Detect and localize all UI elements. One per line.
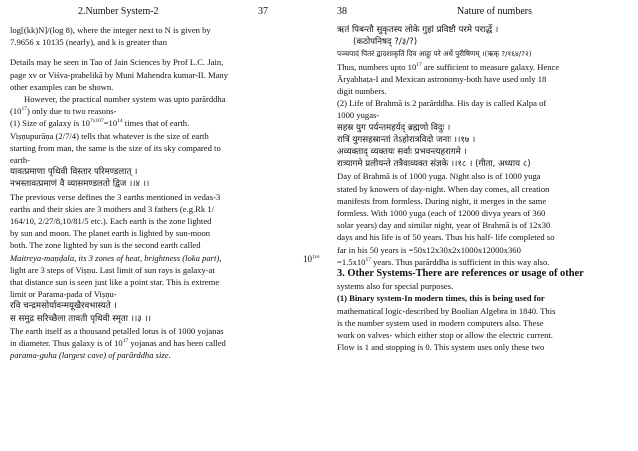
text-line: The previous verse defines the 3 earths mentioned in vedas-3 — [10, 191, 221, 202]
text-line: page xv or Viśva-prahelikā by Muni Mahendra kumar-II. Many — [10, 69, 228, 80]
text-line: in diameter. Thus galaxy is of $10^{17}$ yojanas and has been called — [10, 338, 226, 349]
text-line: by sun and moon. The planet earth is lighted by sun-moon — [10, 228, 211, 239]
text-line: formless. With 1000 yuga (each of 12000 divya years of 360 — [337, 208, 546, 219]
sanskrit-verse-line: रवि चन्द्रमसोर्यावन्मयूखैरवभास्यते । — [10, 301, 117, 312]
text-line: Details may be seen in Tao of Jain Sciences by Prof L.C. Jain, — [10, 57, 224, 68]
text-line: digit numbers. — [337, 86, 387, 97]
text-line: Flow is 1 and stopping is 0. This system uses only these two — [337, 342, 545, 353]
text-line: is the number system used in modern computers also. These — [337, 317, 544, 328]
right-page-number: 38 — [337, 6, 347, 17]
text-line: far in his 50 years is =50x12x30x2x1000x12000x360 — [337, 244, 521, 255]
text-line: other examples can be shown. — [10, 81, 114, 92]
right-page — [319, 0, 638, 451]
text-line: both. The zone lighted by sun is the second earth called — [10, 240, 201, 251]
text-line: systems also for special purposes. — [337, 281, 454, 292]
text-line: work on valves- which either stop or allow the electric current. — [337, 330, 553, 341]
text-line: solar years) day and similar night, year of Brahmā is of 12x30 — [337, 220, 551, 231]
left-header-title: 2.Number System-2 — [78, 6, 159, 17]
sanskrit-verse-line: स समुद्र सरिच्छैला तावती पृथिवी स्मृता ।।३ ।। — [10, 313, 151, 324]
sanskrit-verse-line: रात्र्यागमे प्रलीयन्ते तत्रैवाव्यक्त संज्ञके ।।१८ । (गीता, अध्याय ८) — [337, 159, 531, 170]
text-line: days and his life is of 50 years. Thus his half- life completed so — [337, 232, 555, 243]
text-line: earth- — [10, 155, 31, 166]
sanskrit-verse-line: यावत्प्रमाणा पृथिवी विस्तार परिमण्डलात् । — [10, 167, 138, 178]
text-line: Thus, numbers upto $10^{17}$ are sufficient to measure galaxy. Hence — [337, 61, 560, 72]
text-line: (1) Size of galaxy is $10^{7x107}=10^{14}$ times that of earth. — [10, 118, 190, 129]
right-header-title: Nature of numbers — [457, 6, 532, 17]
text-line: (2) Life of Brahmā is 2 parārddha. His day is called Kalpa of — [337, 98, 547, 109]
margin-note: $10^{1yo}$ — [303, 254, 320, 264]
text-line: 7.9656 x 10135 (nearly), and k is greater than — [10, 37, 168, 48]
sanskrit-verse-line: रात्रिं युगसहस्रान्तां तेऽहोरात्रविदो जनाः ।।१७ । — [337, 134, 476, 145]
text-line: light are 3 steps of Viṣṇu. Last limit of sun rays is galaxy-at — [10, 264, 215, 275]
text-line: mathematical logic-described by Boolian Algebra in 1840. This — [337, 305, 556, 316]
text-line: manifests from formless. During night, it merges in the same — [337, 195, 547, 206]
sanskrit-verse-line: सहस्र युग पर्यन्तमहर्यद् ब्रह्मणो विदुः । — [337, 122, 451, 133]
text-line: log[(kk)N]/(log 8), where the integer next to N is given by — [10, 25, 211, 35]
text-line: parama-guha (largest cave) of parārddha size. — [10, 350, 171, 361]
sanskrit-verse-line: ऋतं पिबन्तौ सुकृतस्य लोके गुहां प्रविष्टौ परमे परार्द्धे । — [337, 25, 499, 35]
right-text-column — [337, 24, 629, 353]
text-line: that distance sun is seen just like a point star. This is extreme — [10, 277, 220, 288]
subsection-heading: (1) Binary system-In modern times, this is being used for — [337, 293, 545, 304]
section-heading: 3. Other Systems-There are references or usage of other — [337, 268, 584, 280]
text-line: 164/10, 2/27/8,10/81/5 etc.). Each earth is the zone lighted — [10, 216, 212, 227]
text-line: The earth itself as a thousand petalled lotus is of 1000 yojanas — [10, 325, 224, 336]
text-line: earths and their skies are 3 mothers and 3 fathers (e.g.Rk 1/ — [10, 203, 215, 214]
text-line: Viṣṇupurāṇa (2/7/4) tells that whatever is the size of earth — [10, 130, 209, 141]
text-line: limit or Parama-pada of Viṣṇu- — [10, 289, 117, 300]
text-line: $=1.5x10^{17}$ years. Thus parārddha is sufficient in this way also. — [337, 256, 550, 267]
text-line: starting from man, the same is the size of its sky compared to — [10, 142, 221, 153]
text-line: However, the practical number system was upto parārddha — [24, 94, 226, 105]
text-line: stated by knowers of day-night. When day comes, all creation — [337, 183, 550, 194]
sanskrit-verse-line: पञ्चपादं पितरं द्वादशाकृतिं दिव आहुः परे अर्धे पुरीषिणम् ।(ऋक् ?/१६४/?२) — [337, 49, 532, 59]
sanskrit-verse-line: नभस्तावत्प्रमाणं वै व्यासमण्डलतो द्विज ।।४ ।। — [10, 179, 150, 190]
left-text-column — [10, 24, 306, 361]
text-line: Āryabhaṭa-I and Mexican astronomy-both have used only 18 — [337, 73, 547, 84]
text-line: Day of Brahmā is of 1000 yuga. Night also is of 1000 yuga — [337, 171, 541, 182]
text-line: $(10^{17})$ only due to two reasons- — [10, 106, 117, 117]
sanskrit-verse-line: (कठोपनिषद् ?/३/?) — [353, 37, 418, 48]
left-page-number: 37 — [258, 6, 268, 17]
sanskrit-verse-line: अव्यक्ताद् व्यक्तयः सर्वाः प्रभवन्त्यहरागमे । — [337, 147, 467, 158]
text-line: 1000 yugas- — [337, 110, 380, 121]
text-line: Maitreya-maṇḍala, its 3 zones of heat, brightness (loka part), — [10, 252, 222, 263]
